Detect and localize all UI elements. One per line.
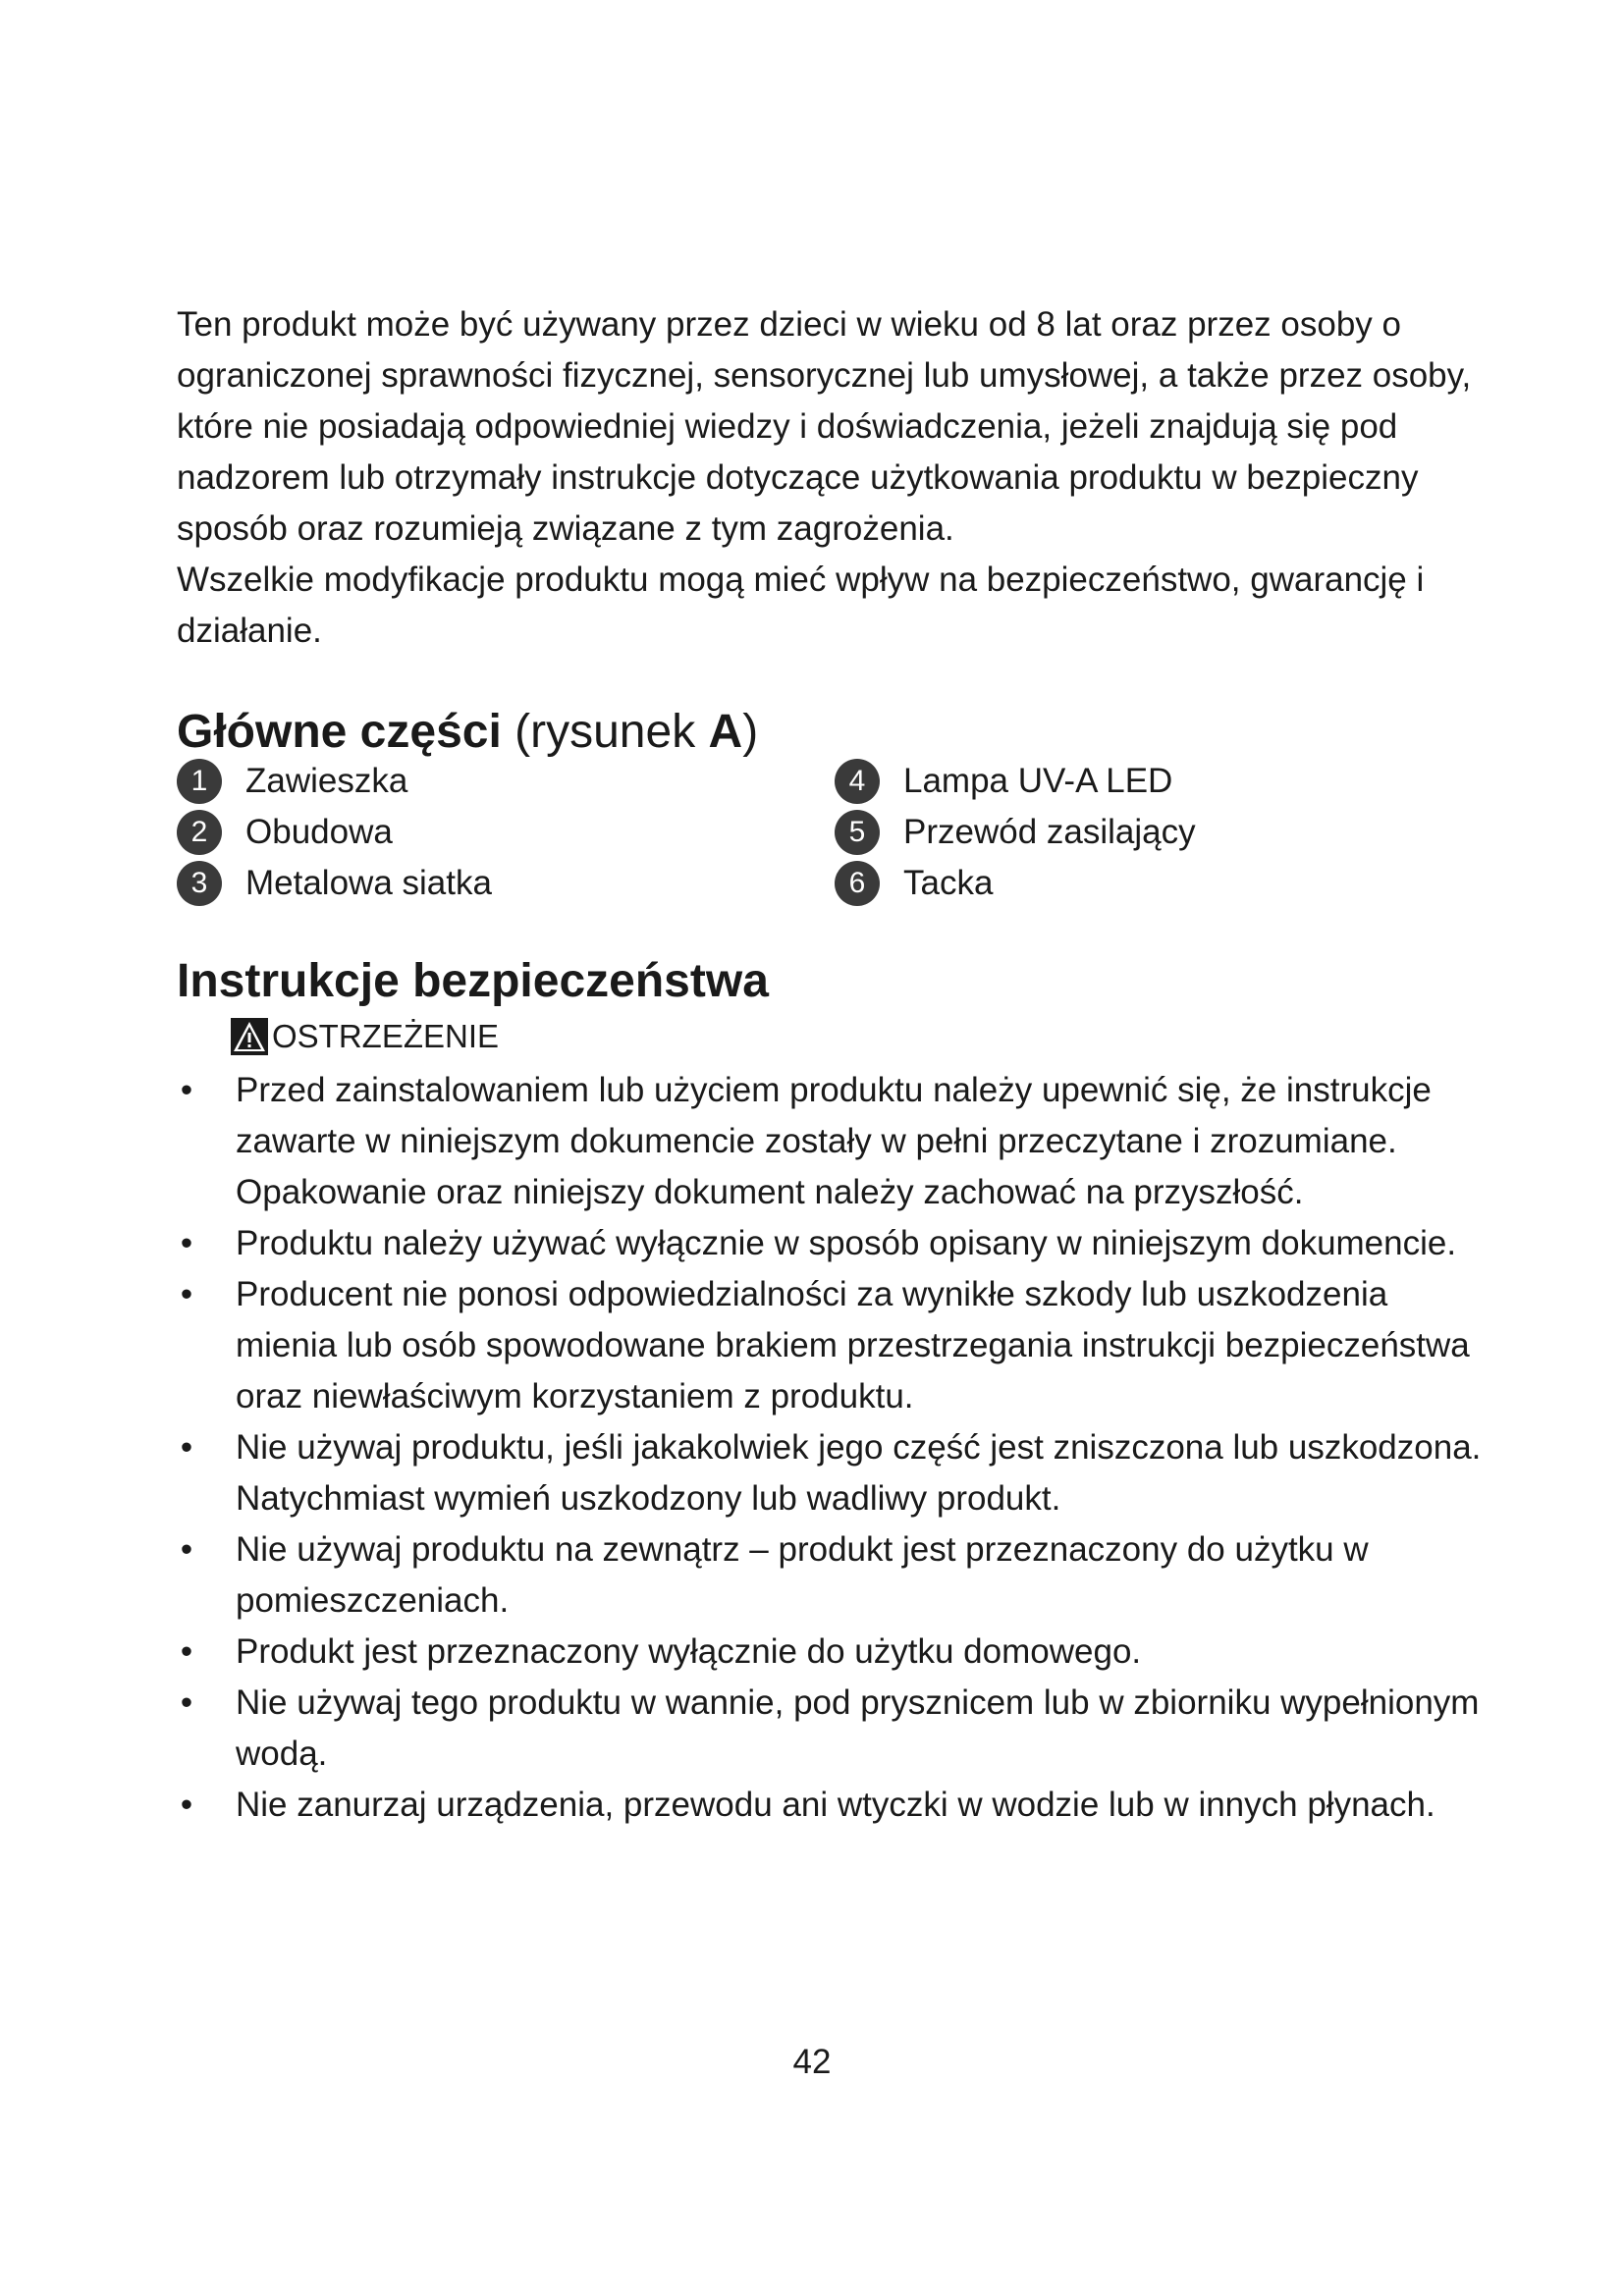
part-number-badge: 2	[177, 810, 222, 855]
part-item	[835, 807, 1196, 858]
parts-list-right	[835, 756, 1196, 909]
parts-heading-close: )	[742, 706, 759, 758]
part-item	[177, 858, 492, 909]
warning-text: OSTRZEŻENIE	[272, 1018, 500, 1054]
part-label: Lampa UV-A LED	[903, 762, 1173, 800]
warning-triangle-icon	[231, 1018, 268, 1055]
part-label: Przewód zasilający	[903, 813, 1196, 851]
part-number-badge: 4	[835, 759, 880, 804]
safety-bullet: • Produkt jest przeznaczony wyłącznie do użytku domowego.	[177, 1627, 1483, 1678]
parts-heading	[177, 703, 758, 762]
safety-heading	[177, 952, 769, 1011]
part-number-badge: 6	[835, 861, 880, 906]
part-number-badge: 3	[177, 861, 222, 906]
safety-bullet: • Produktu należy używać wyłącznie w sposób opisany w niniejszym dokumencie.	[177, 1218, 1483, 1269]
part-label: Metalowa siatka	[245, 864, 492, 902]
safety-bullet-list	[177, 1065, 1483, 1831]
part-number-badge: 5	[835, 810, 880, 855]
safety-bullet: • Nie używaj produktu na zewnątrz – produkt jest przeznaczony do użytku w pomieszczeniach.	[177, 1524, 1483, 1627]
intro-paragraph-1: Ten produkt może być używany przez dzieci w wieku od 8 lat oraz przez osoby o ograniczonej sprawności fizycznej, sensorycznej lub umysłowej, a także przez osoby, które nie posiadają odpowiedniej wiedzy i doświadczenia, jeżeli znajdują się pod nadzorem lub otrzymały instrukcje dotyczące użytkowania produktu w bezpieczny sposób oraz rozumieją związane z tym zagrożenia.	[177, 305, 1472, 548]
parts-list-left	[177, 756, 492, 909]
part-item	[177, 807, 492, 858]
part-number-badge: 1	[177, 759, 222, 804]
safety-bullet: • Nie używaj produktu, jeśli jakakolwiek jego część jest zniszczona lub uszkodzona. Natychmiast wymień uszkodzony lub wadliwy produkt.	[177, 1422, 1483, 1524]
part-label: Zawieszka	[245, 762, 408, 800]
part-item	[835, 858, 1196, 909]
safety-bullet: • Przed zainstalowaniem lub użyciem produktu należy upewnić się, że instrukcje zawarte w niniejszym dokumencie zostały w pełni przeczytane i zrozumiane. Opakowanie oraz niniejszy dokument należy zachować na przyszłość.	[177, 1065, 1483, 1218]
part-item	[177, 756, 492, 807]
intro-text	[177, 299, 1473, 657]
part-item	[835, 756, 1196, 807]
parts-heading-normal: (rysunek	[501, 706, 709, 758]
part-label: Tacka	[903, 864, 994, 902]
page-number: 42	[792, 2043, 832, 2081]
parts-heading-letter: A	[708, 706, 743, 758]
safety-bullet: • Nie używaj tego produktu w wannie, pod prysznicem lub w zbiorniku wypełnionym wodą.	[177, 1678, 1483, 1780]
warning-label	[231, 1011, 499, 1062]
part-label: Obudowa	[245, 813, 393, 851]
parts-heading-bold: Główne części	[177, 706, 502, 758]
safety-bullet: • Producent nie ponosi odpowiedzialności za wynikłe szkody lub uszkodzenia mienia lub osób spowodowane brakiem przestrzegania instrukcji bezpieczeństwa oraz niewłaściwym korzystaniem z produktu.	[177, 1269, 1483, 1422]
safety-heading-text: Instrukcje bezpieczeństwa	[177, 955, 769, 1007]
safety-bullet: • Nie zanurzaj urządzenia, przewodu ani wtyczki w wodzie lub w innych płynach.	[177, 1780, 1483, 1831]
intro-paragraph-2: Wszelkie modyfikacje produktu mogą mieć wpływ na bezpieczeństwo, gwarancję i działanie.	[177, 561, 1425, 650]
